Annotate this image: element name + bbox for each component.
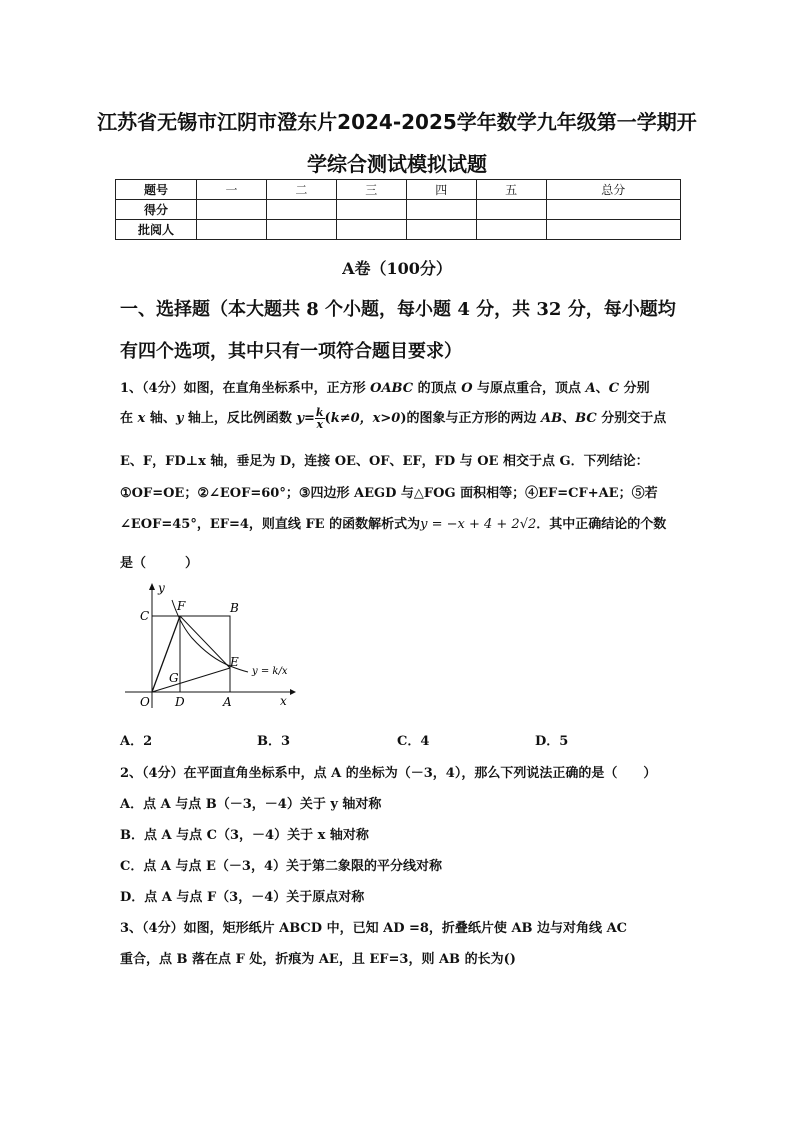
q1-text: 1、（4分）如图，在直角坐标系中，正方形 — [120, 381, 371, 396]
q1-text: x — [137, 411, 146, 426]
score-cell — [406, 220, 476, 240]
score-row-label: 得分 — [116, 200, 197, 220]
label-o: O — [140, 695, 150, 709]
label-d: D — [175, 695, 185, 709]
q3-line2: 重合，点 B 落在点 F 处，折痕为 AE，且 EF=3，则 AB 的长为() — [120, 952, 516, 967]
q2-option-d: D．点 A 与点 F（3，－4）关于原点对称 — [120, 890, 365, 905]
section-a-heading: A卷（100分） — [342, 259, 452, 278]
q1-text: y= — [296, 411, 315, 426]
label-e: E — [230, 655, 239, 669]
q2-stem: 2、（4分）在平面直角坐标系中，点 A 的坐标为（－3，4），那么下列说法正确的是（ ） — [120, 766, 657, 781]
q1-line3: E、F，FD⊥x 轴，垂足为 D，连接 OE、OF、EF，FD 与 OE 相交于点 G．下列结论： — [120, 454, 649, 469]
label-g: G — [169, 671, 179, 685]
q1-text: AB — [541, 411, 563, 426]
fraction-denominator: x — [316, 418, 323, 431]
q2-option-a: A．点 A 与点 B（－3，－4）关于 y 轴对称 — [120, 797, 382, 812]
q1-line2 — [120, 407, 680, 430]
segment-oe — [152, 668, 230, 692]
q1-text: 轴、 — [145, 411, 176, 426]
q1-text: y — [175, 411, 184, 426]
q1-option-a: A．2 — [120, 734, 153, 749]
score-header-cell: 一 — [197, 180, 267, 200]
label-b: B — [230, 601, 239, 615]
q1-text: 分别 — [619, 381, 650, 396]
label-f: F — [177, 599, 186, 613]
q3-line1: 3、（4分）如图，矩形纸片 ABCD 中，已知 AD =8，折叠纸片使 AB 边与对角线 AC — [120, 921, 628, 936]
y-axis-arrow-icon — [149, 583, 155, 590]
score-cell — [266, 220, 336, 240]
label-a: A — [223, 695, 232, 709]
q1-text: 与原点重合，顶点 — [472, 381, 586, 396]
score-cell — [197, 200, 267, 220]
q1-line6: 是（ ） — [120, 556, 199, 571]
x-axis-arrow-icon — [290, 689, 296, 695]
score-cell — [546, 200, 680, 220]
q2-option-b: B．点 A 与点 C（3，－4）关于 x 轴对称 — [120, 828, 369, 843]
q1-line4: ①OF=OE；②∠EOF=60°；③四边形 AEGD 与△FOG 面积相等；④EF=CF+AE；⑤若 — [120, 486, 658, 501]
score-cell — [266, 200, 336, 220]
score-table — [115, 179, 681, 240]
label-curve: y = k/x — [252, 666, 288, 677]
q1-text: BC — [575, 411, 597, 426]
q2-option-c: C．点 A 与点 E（－3，4）关于第二象限的平分线对称 — [120, 859, 443, 874]
q1-text: ∠EOF=45°，EF=4，则直线 FE 的函数解析式为 — [120, 517, 421, 532]
q1-text: k≠0，x>0 — [330, 411, 401, 426]
q1-text: A — [585, 381, 596, 396]
q1-text: C — [608, 381, 620, 396]
score-table-row — [116, 200, 681, 220]
score-header-cell: 二 — [266, 180, 336, 200]
score-header-cell: 五 — [476, 180, 546, 200]
exam-title-line1: 江苏省无锡市江阴市澄东片2024-2025学年数学九年级第一学期开 — [97, 110, 697, 134]
score-cell — [406, 200, 476, 220]
score-table-header-row — [116, 180, 681, 200]
score-cell — [476, 220, 546, 240]
q1-formula: y = −x + 4 + 2√2 — [420, 517, 537, 532]
score-table-row — [116, 220, 681, 240]
score-header-cell: 题号 — [116, 180, 197, 200]
q1-text: 、 — [595, 381, 609, 396]
exam-title-line2: 学综合测试模拟试题 — [307, 152, 487, 176]
score-cell — [336, 200, 406, 220]
q1-option-b: B．3 — [257, 734, 291, 749]
section-one-heading-line1: 一、选择题（本大题共 8 个小题，每小题 4 分，共 32 分，每小题均 — [120, 299, 676, 320]
q1-text: 的顶点 — [413, 381, 462, 396]
q1-text: 、 — [562, 411, 576, 426]
score-row-label: 批阅人 — [116, 220, 197, 240]
q1-text: ( — [324, 411, 331, 426]
q1-text: )的图象与正方形的两边 — [400, 411, 542, 426]
q1-option-c: C．4 — [397, 734, 430, 749]
score-cell — [546, 220, 680, 240]
score-cell — [336, 220, 406, 240]
q1-line1 — [120, 377, 680, 396]
q1-text: ．其中正确结论的个数 — [536, 517, 667, 532]
score-header-cell: 三 — [336, 180, 406, 200]
q1-text: 在 — [120, 411, 138, 426]
segment-fe — [180, 616, 230, 668]
q1-text: O — [461, 381, 473, 396]
label-c: C — [140, 609, 150, 623]
score-cell — [197, 220, 267, 240]
q1-text: 分别交于点 — [596, 411, 667, 426]
score-header-cell: 四 — [406, 180, 476, 200]
score-cell — [476, 200, 546, 220]
label-y: y — [158, 581, 165, 595]
fraction-k-over-x — [315, 407, 325, 430]
q1-geometry-figure — [120, 580, 300, 710]
section-one-heading-line2: 有四个选项，其中只有一项符合题目要求） — [120, 341, 462, 362]
fraction-numerator: k — [315, 406, 324, 419]
score-header-cell: 总分 — [546, 180, 680, 200]
label-x: x — [280, 694, 287, 708]
q1-text: OABC — [370, 381, 414, 396]
q1-option-d: D．5 — [535, 734, 569, 749]
q1-line5 — [120, 513, 680, 532]
q1-text: 轴上，反比例函数 — [183, 411, 297, 426]
